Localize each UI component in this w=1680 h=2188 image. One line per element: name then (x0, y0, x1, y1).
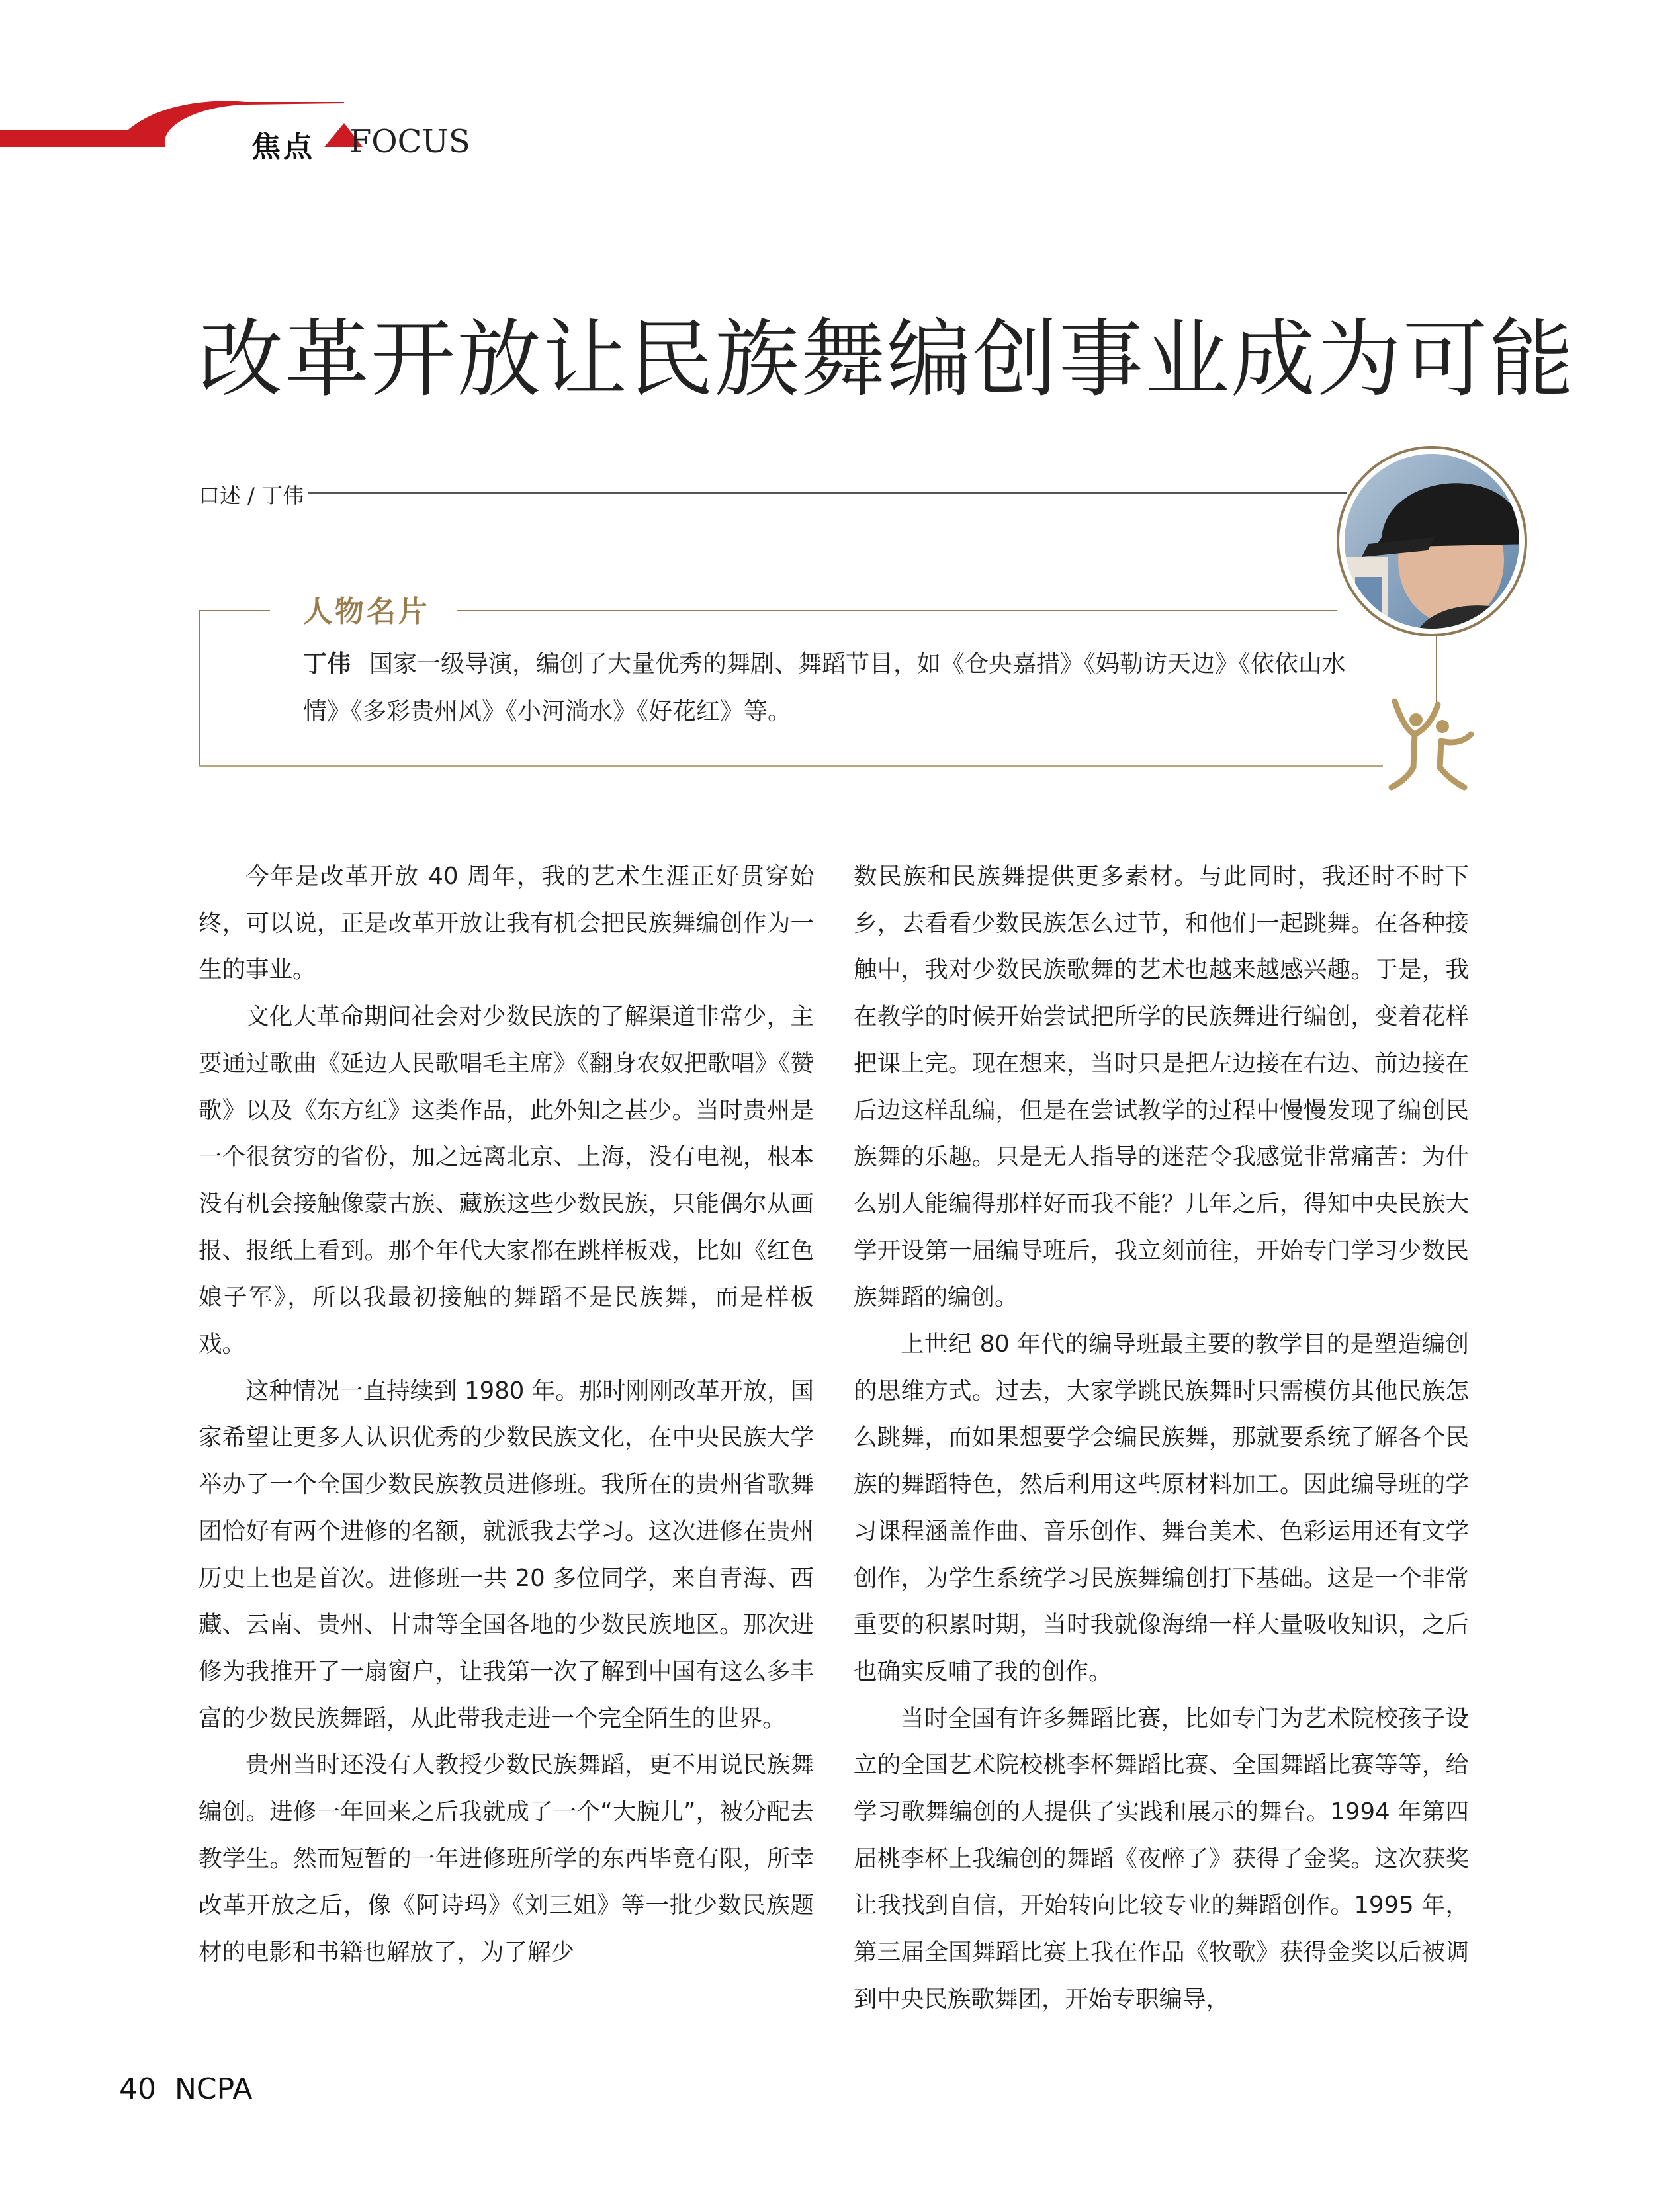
paragraph: 今年是改革开放 40 周年，我的艺术生涯正好贯穿始终，可以说，正是改革开放让我有机会把民族舞编创作为一生的事业。 (199, 863, 814, 984)
author-portrait (1335, 445, 1528, 638)
profile-frame-top (199, 610, 270, 611)
profile-heading: 人物名片 (303, 595, 430, 629)
profile-frame-bottom (199, 765, 1383, 767)
column-right (854, 853, 1469, 2023)
profile-frame-top (457, 610, 1337, 611)
byline-rule (308, 492, 1347, 494)
paragraph: 数民族和民族舞提供更多素材。与此同时，我还时不时下乡，去看看少数民族怎么过节，和他们一起跳舞。在各种接触中，我对少数民族歌舞的艺术也越来越感兴趣。于是，我在教学的时候开始尝试把所学的民族舞进行编创，变着花样把课上完。现在想来，当时只是把左边接在右边、前边接在后边这样乱编，但是在尝试教学的过程中慢慢发现了编创民族舞的乐趣。只是无人指导的迷茫令我感觉非常痛苦：为什么别人能编得那样好而我不能？几年之后，得知中央民族大学开设第一届编导班后，我立刻前往，开始专门学习少数民族舞蹈的编创。 (854, 863, 1469, 1311)
byline: 口述 / 丁伟 (199, 483, 304, 508)
profile-text (303, 640, 1382, 736)
profile-frame-left (199, 610, 200, 766)
profile-name: 丁伟 (303, 650, 351, 678)
section-label-cn: 焦点 (251, 130, 315, 164)
article-title: 改革开放让民族舞编创事业成为可能 (199, 310, 1575, 409)
paragraph: 当时全国有许多舞蹈比赛，比如专门为艺术院校孩子设立的全国艺术院校桃李杯舞蹈比赛、全国舞蹈比赛等等，给学习歌舞编创的人提供了实践和展示的舞台。1994 年第四届桃李杯上我编创的舞蹈《夜醉了》获得了金奖。这次获奖让我找到自信，开始转向比较专业的舞蹈创作。1995 年，第三届全国舞蹈比赛上我在作品《牧歌》获得金奖以后被调到中央民族歌舞团，开始专职编导， (854, 1704, 1469, 2013)
section-label-en: FOCUS (349, 123, 470, 160)
paragraph: 贵州当时还没有人教授少数民族舞蹈，更不用说民族舞编创。进修一年回来之后我就成了一个“大腕儿”，被分配去教学生。然而短暂的一年进修班所学的东西毕竟有限，所幸改革开放之后，像《阿诗玛》《刘三姐》等一批少数民族题材的电影和书籍也解放了，为了解少 (199, 1751, 814, 1966)
paragraph: 文化大革命期间社会对少数民族的了解渠道非常少，主要通过歌曲《延边人民歌唱毛主席》《翻身农奴把歌唱》《赞歌》以及《东方红》这类作品，此外知之甚少。当时贵州是一个很贫穷的省份，加之远离北京、上海，没有电视，根本没有机会接触像蒙古族、藏族这些少数民族，只能偶尔从画报、报纸上看到。那个年代大家都在跳样板戏，比如《红色娘子军》，所以我最初接触的舞蹈不是民族舞，而是样板戏。 (199, 1003, 814, 1358)
dancer-icon (1382, 695, 1474, 794)
page-folio: 40 NCPA (119, 2072, 253, 2106)
profile-description: 国家一级导演，编创了大量优秀的舞剧、舞蹈节目，如《仓央嘉措》《妈勒访天边》《依依山水情》《多彩贵州风》《小河淌水》《好花红》等。 (303, 650, 1347, 725)
paragraph: 这种情况一直持续到 1980 年。那时刚刚改革开放，国家希望让更多人认识优秀的少数民族文化，在中央民族大学举办了一个全国少数民族教员进修班。我所在的贵州省歌舞团恰好有两个进修的名额，就派我去学习。这次进修在贵州历史上也是首次。进修班一共 20 多位同学，来自青海、西藏、云南、贵州、甘肃等全国各地的少数民族地区。那次进修为我推开了一扇窗户，让我第一次了解到中国有这么多丰富的少数民族舞蹈，从此带我走进一个完全陌生的世界。 (199, 1377, 814, 1732)
paragraph: 上世纪 80 年代的编导班最主要的教学目的是塑造编创的思维方式。过去，大家学跳民族舞时只需模仿其他民族怎么跳舞，而如果想要学会编民族舞，那就要系统了解各个民族的舞蹈特色，然后利用这些原材料加工。因此编导班的学习课程涵盖作曲、音乐创作、舞台美术、色彩运用还有文学创作，为学生系统学习民族舞编创打下基础。这是一个非常重要的积累时期，当时我就像海绵一样大量吸收知识，之后也确实反哺了我的创作。 (854, 1331, 1469, 1685)
column-left (199, 853, 814, 1976)
